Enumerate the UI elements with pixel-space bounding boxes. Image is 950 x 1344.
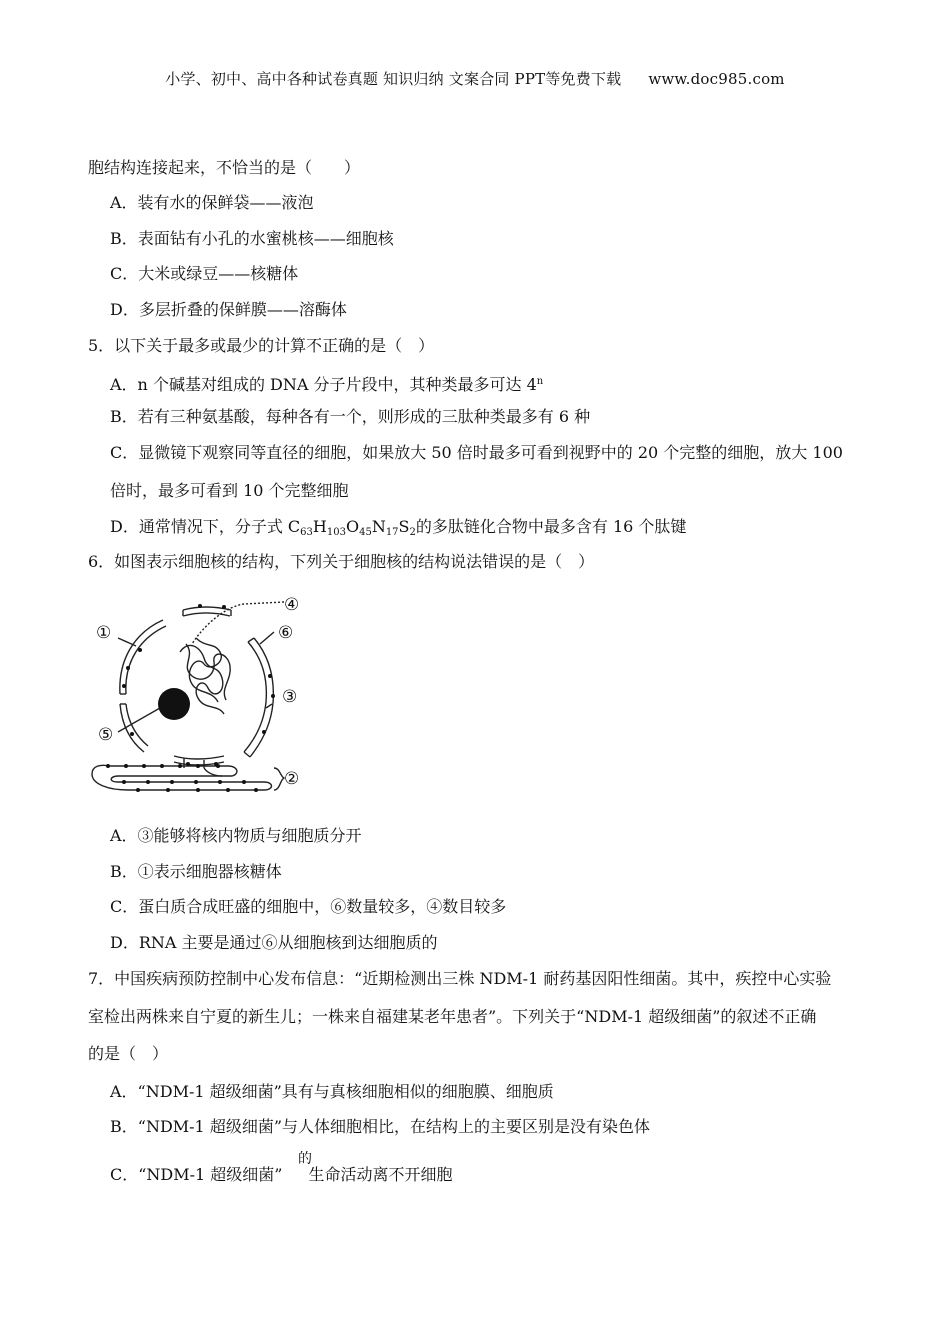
q7-c-floating-char: 的 bbox=[298, 1151, 312, 1167]
q4-option-c: C．大米或绿豆——核糖体 bbox=[110, 264, 299, 283]
q6-option-a: A．③能够将核内物质与细胞质分开 bbox=[110, 826, 362, 845]
q5-d-prefix: D．通常情况下，分子式 C bbox=[110, 517, 301, 536]
q6-option-c: C．蛋白质合成旺盛的细胞中，⑥数量较多，④数目较多 bbox=[110, 897, 507, 916]
q5-option-a-exponent: n bbox=[536, 376, 544, 387]
nucleus-diagram bbox=[88, 592, 318, 804]
leader-line-4 bbox=[192, 602, 284, 644]
q4-stem-tail: 胞结构连接起来，不恰当的是（ ） bbox=[88, 158, 361, 177]
q6-option-d: D．RNA 主要是通过⑥从细胞核到达细胞质的 bbox=[110, 933, 438, 952]
q7-stem-line3: 的是（ ） bbox=[88, 1044, 169, 1063]
q7-stem-line2: 室检出两株来自宁夏的新生儿；一株来自福建某老年患者”。下列关于“NDM-1 超级细菌”的叙述不正确 bbox=[88, 1007, 817, 1026]
q5-option-d bbox=[110, 517, 686, 543]
header-banner: 小学、初中、高中各种试卷真题 知识归纳 文案合同 PPT等免费下载 bbox=[165, 70, 622, 88]
ribosome-dots bbox=[106, 604, 275, 792]
q7-option-b: B．“NDM-1 超级细菌”与人体细胞相比，在结构上的主要区别是没有染色体 bbox=[110, 1117, 651, 1136]
q5-d-sub-h: 103 bbox=[326, 527, 346, 538]
diagram-label-4: ④ bbox=[284, 595, 300, 615]
q5-d-sub-o: 45 bbox=[359, 527, 372, 538]
q7-stem-line1: 7．中国疾病预防控制中心发布信息：“近期检测出三株 NDM-1 耐药基因阳性细菌。其中，疾控中心实验 bbox=[88, 969, 832, 988]
diagram-label-5: ⑤ bbox=[98, 725, 114, 745]
q4-option-a: A．装有水的保鲜袋——液泡 bbox=[110, 193, 314, 212]
q5-d-sub-c: 63 bbox=[300, 527, 313, 538]
q6-stem: 6．如图表示细胞核的结构，下列关于细胞核的结构说法错误的是（ ） bbox=[88, 552, 595, 571]
header-url[interactable]: www.doc985.com bbox=[648, 70, 785, 88]
endoplasmic-reticulum bbox=[92, 765, 272, 790]
leader-line-5 bbox=[118, 708, 160, 732]
diagram-label-2: ② bbox=[284, 769, 300, 789]
q5-d-s: S bbox=[398, 517, 410, 536]
q7-c-prefix: C．“NDM-1 超级细菌” bbox=[110, 1165, 283, 1184]
q5-d-sub-s: 2 bbox=[409, 527, 416, 538]
q6-option-b: B．①表示细胞器核糖体 bbox=[110, 862, 282, 881]
q5-option-c-line2: 倍时，最多可看到 10 个完整细胞 bbox=[110, 481, 349, 500]
q5-option-c-line1: C．显微镜下观察同等直径的细胞，如果放大 50 倍时最多可看到视野中的 20 个完整的细胞，放大 100 bbox=[110, 443, 843, 462]
q7-option-a: A．“NDM-1 超级细菌”具有与真核细胞相似的细胞膜、细胞质 bbox=[110, 1082, 554, 1101]
envelope-segment-bottom bbox=[174, 756, 224, 759]
q5-d-h: H bbox=[312, 517, 327, 536]
q4-option-d: D．多层折叠的保鲜膜——溶酶体 bbox=[110, 300, 347, 319]
brace-2 bbox=[274, 768, 284, 790]
leader-line-1 bbox=[118, 638, 136, 646]
nucleolus bbox=[158, 688, 190, 720]
leader-line-6 bbox=[260, 632, 274, 644]
envelope-segment-top bbox=[183, 613, 230, 616]
q7-option-c bbox=[110, 1165, 453, 1185]
envelope-segment-upper-left bbox=[126, 626, 166, 694]
q7-c-suffix: 生命活动离不开细胞 bbox=[308, 1165, 453, 1184]
page-header bbox=[0, 68, 950, 89]
q5-d-suffix: 的多肽链化合物中最多含有 16 个肽键 bbox=[415, 517, 687, 536]
diagram-label-1: ① bbox=[96, 623, 112, 643]
diagram-label-6: ⑥ bbox=[278, 623, 294, 643]
q4-option-b: B．表面钻有小孔的水蜜桃核——细胞核 bbox=[110, 229, 394, 248]
q5-option-b: B．若有三种氨基酸，每种各有一个，则形成的三肽种类最多有 6 种 bbox=[110, 407, 591, 426]
leader-line-3 bbox=[266, 704, 272, 708]
q5-d-sub-n: 17 bbox=[385, 527, 399, 538]
q5-stem: 5．以下关于最多或最少的计算不正确的是（ ） bbox=[88, 336, 435, 355]
q5-d-o: O bbox=[345, 517, 360, 536]
q5-option-a-text: A．n 个碱基对组成的 DNA 分子片段中，其种类最多可达 4 bbox=[110, 375, 537, 394]
q5-d-n: N bbox=[371, 517, 386, 536]
q5-option-a bbox=[110, 372, 543, 395]
diagram-label-3: ③ bbox=[282, 687, 298, 707]
